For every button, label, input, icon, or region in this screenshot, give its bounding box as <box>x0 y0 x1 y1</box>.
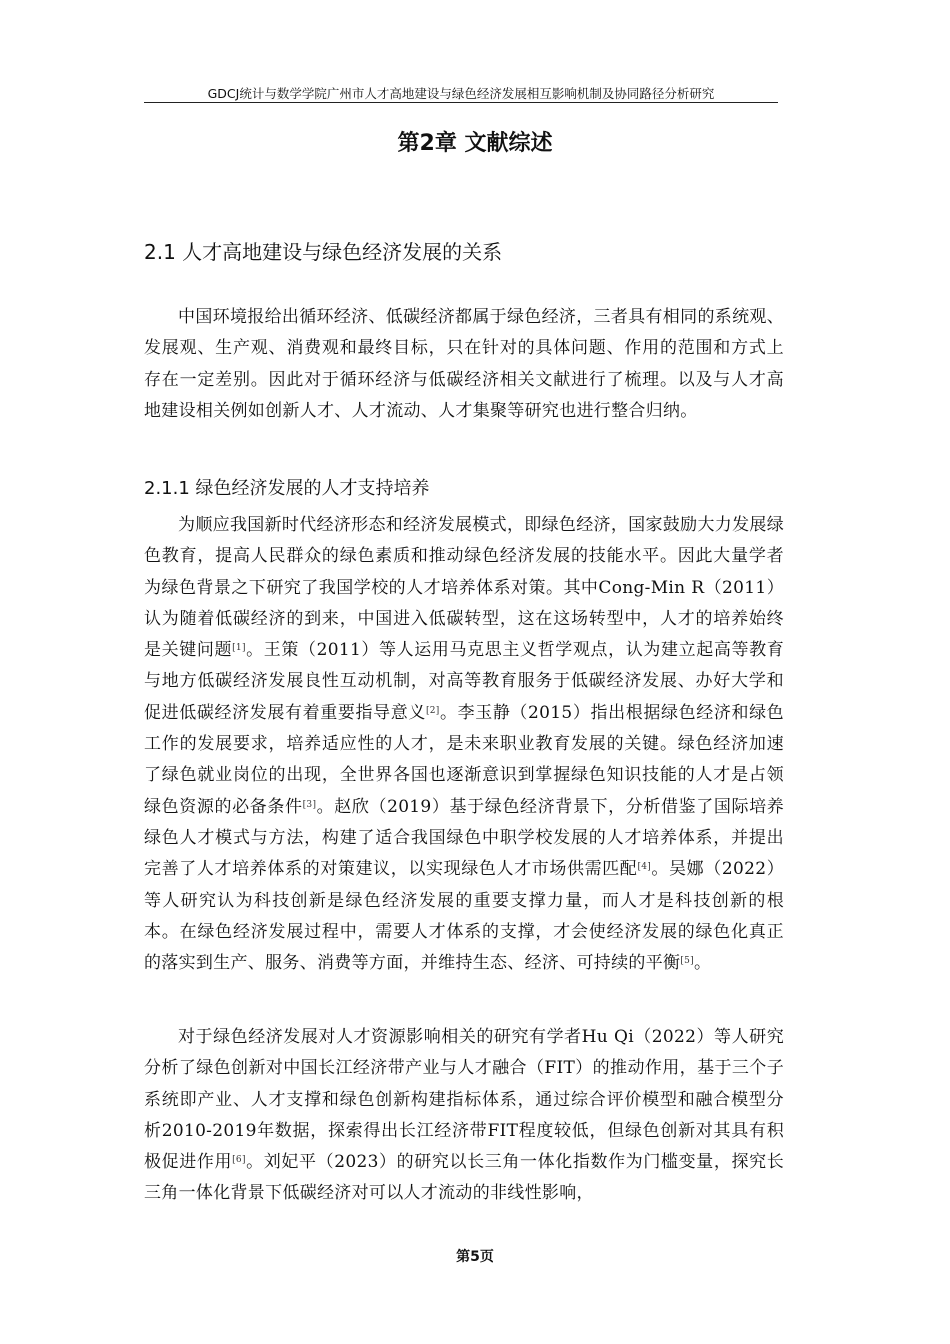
header-divider <box>144 102 778 103</box>
citation-ref: [1] <box>232 643 246 654</box>
paragraph-text: 。赵欣（2019）基于绿色经济背景下，分析借鉴了国际培养绿色人才模式与方法，构建了适合我国绿色中职学校发展的人才培养体系，并提出完善了人才培养体系的对策建议，以实现绿色人才市场供需匹配 <box>144 796 784 880</box>
citation-ref: [3] <box>302 799 317 810</box>
running-header: GDCJ统计与数学学院广州市人才高地建设与绿色经济发展相互影响机制及协同路径分析研究 <box>207 86 715 101</box>
section-heading: 2.1 人才高地建设与绿色经济发展的关系 <box>144 240 503 264</box>
citation-ref: [6] <box>232 1155 246 1166</box>
paragraph-talent-impact <box>144 1022 784 1210</box>
page-number: 第5页 <box>456 1249 494 1265</box>
paragraph-text: 。刘妃平（2023）的研究以长三角一体化指数作为门槛变量，探究长三角一体化背景下低碳经济对可以人才流动的非线性影响， <box>144 1152 784 1204</box>
paragraph-text: 对于绿色经济发展对人才资源影响相关的研究有学者Hu Qi（2022）等人研究分析了绿色创新对中国长江经济带产业与人才融合（FIT）的推动作用，基于三个子系统即产业、人才支撑和绿色创新构建指标体系，通过综合评价模型和融合模型分析2010-2019年数据，探索得出长江经济带FIT程度较低，但绿色创新对其具有积极促进作用 <box>144 1027 784 1173</box>
paragraph-text: 。吴娜（2022）等人研究认为科技创新是绿色经济发展的重要支撑力量，而人才是科技创新的根本。在绿色经济发展过程中，需要人才体系的支撑，才会使经济发展的绿色化真正的落实到生产、服务、消费等方面，并维持生态、经济、可持续的平衡 <box>144 859 784 974</box>
paragraph-text: 为顺应我国新时代经济形态和经济发展模式，即绿色经济，国家鼓励大力发展绿色教育，提高人民群众的绿色素质和推动绿色经济发展的技能水平。因此大量学者为绿色背景之下研究了我国学校的人才培养体系对策。其中Cong-Min R（2011）认为随着低碳经济的到来，中国进入低碳转型，这在这场转型中，人才的培养始终是关键问题 <box>144 515 784 661</box>
citation-ref: [5] <box>680 956 694 967</box>
paragraph-text: 。 <box>693 953 712 974</box>
chapter-title: 第2章 文献综述 <box>397 131 553 156</box>
citation-ref: [2] <box>425 705 440 716</box>
paragraph-text: 。李玉静（2015）指出根据绿色经济和绿色工作的发展要求，培养适应性的人才，是未来职业教育发展的关键。绿色经济加速了绿色就业岗位的出现，全世界各国也逐渐意识到掌握绿色知识技能的人才是占领绿色资源的必备条件 <box>144 702 784 817</box>
paragraph-text: 。王策（2011）等人运用马克思主义哲学观点，认为建立起高等教育与地方低碳经济发展良性互动机制，对高等教育服务于低碳经济发展、办好大学和促进低碳经济发展有着重要指导意义 <box>144 640 784 723</box>
subsection-heading: 2.1.1 绿色经济发展的人才支持培养 <box>144 478 430 499</box>
paragraph-talent-cultivation <box>144 510 784 979</box>
citation-ref: [4] <box>637 862 652 873</box>
paragraph-intro: 中国环境报给出循环经济、低碳经济都属于绿色经济，三者具有相同的系统观、发展观、生产观、消费观和最终目标，只在针对的具体问题、作用的范围和方式上存在一定差别。因此对于循环经济与低碳经济相关文献进行了梳理。以及与人才高地建设相关例如创新人才、人才流动、人才集聚等研究也进行整合归纳。 <box>144 307 784 421</box>
